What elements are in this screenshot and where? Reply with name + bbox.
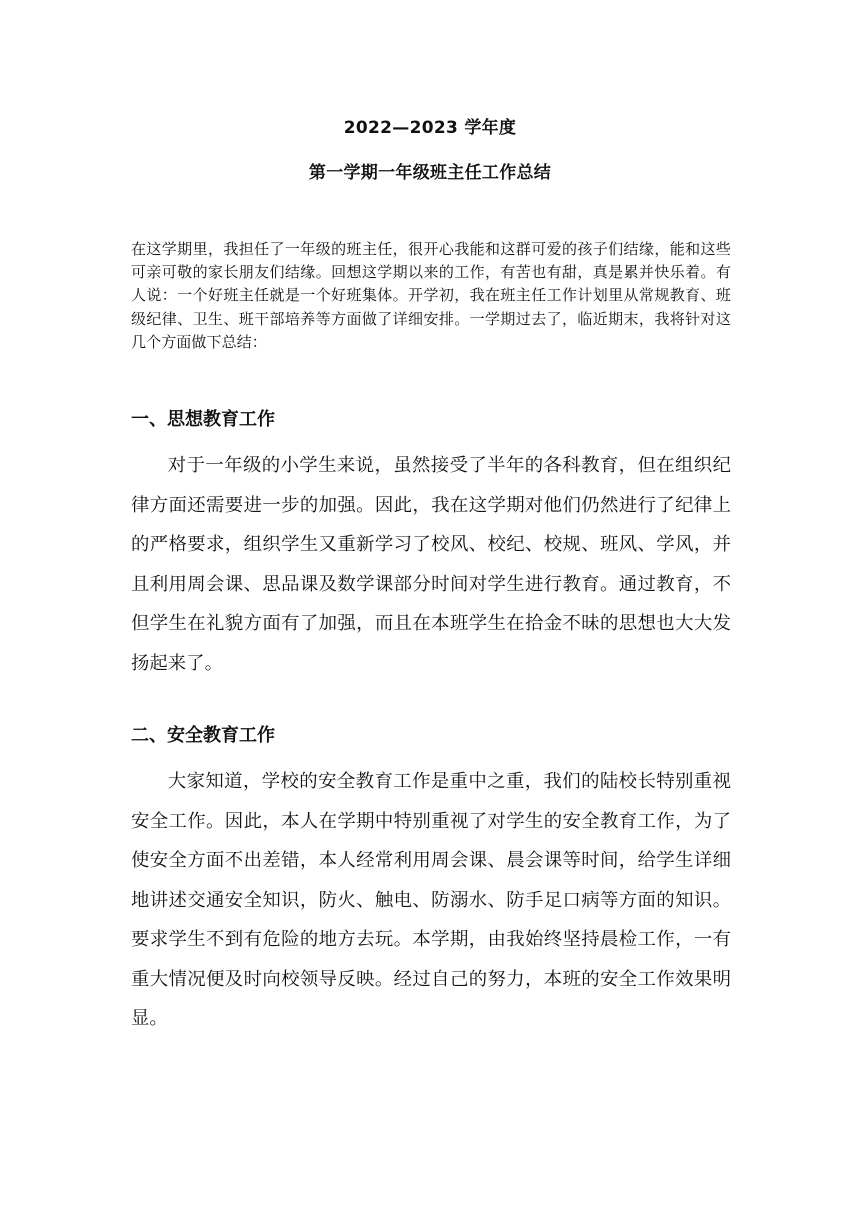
document-title: 第一学期一年级班主任工作总结 [308,163,552,183]
section-heading-ideology: 一、思想教育工作 [131,409,275,430]
section-heading-safety: 二、安全教育工作 [131,725,275,746]
section-body-ideology: 对于一年级的小学生来说，虽然接受了半年的各科教育，但在组织纪律方面还需要进一步的加强。因此，我在这学期对他们仍然进行了纪律上的严格要求，组织学生又重新学习了校风、校纪、校规、班风、学风，并且利用周会课、思品课及数学课部分时间对学生进行教育。通过教育，不但学生在礼貌方面有了加强，而且在本班学生在拾金不昧的思想也大大发扬起来了。 [131,455,731,674]
section-body-safety: 大家知道，学校的安全教育工作是重中之重，我们的陆校长特别重视安全工作。因此，本人在学期中特别重视了对学生的安全教育工作，为了使安全方面不出差错，本人经常利用周会课、晨会课等时间，给学生详细地讲述交通安全知识，防火、触电、防溺水、防手足口病等方面的知识。要求学生不到有危险的地方去玩。本学期，由我始终坚持晨检工作，一有重大情况便及时向校领导反映。经过自己的努力，本班的安全工作效果明显。 [131,771,731,1029]
document-title-year: 2022—2023 学年度 [343,118,517,138]
intro-paragraph: 在这学期里，我担任了一年级的班主任，很开心我能和这群可爱的孩子们结缘，能和这些可亲可敬的家长朋友们结缘。回想这学期以来的工作，有苦也有甜，真是累并快乐着。有人说：一个好班主任就是一个好班集体。开学初，我在班主任工作计划里从常规教育、班级纪律、卫生、班干部培养等方面做了详细安排。一学期过去了，临近期末，我将针对这几个方面做下总结： [131,240,731,351]
